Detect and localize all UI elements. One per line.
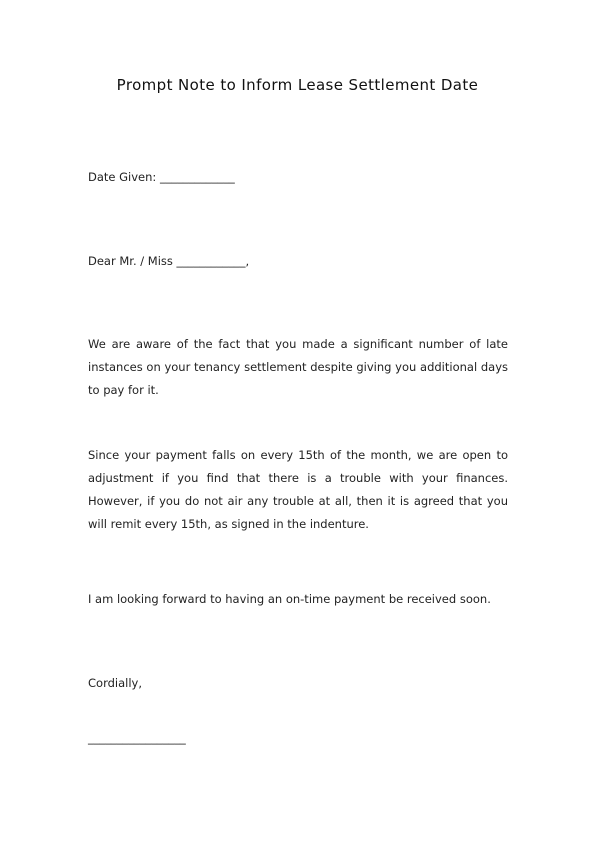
- closing-statement: I am looking forward to having an on-time payment be received soon.: [88, 592, 491, 606]
- paragraph-late-payments: [88, 333, 508, 402]
- paragraph-payment-terms: [88, 444, 508, 536]
- paragraph-line: instances on your tenancy settlement despite giving you additional days: [88, 360, 508, 374]
- paragraph-line: to pay for it.: [88, 383, 159, 397]
- closing-salutation: Cordially,: [88, 676, 142, 690]
- salutation: Dear Mr. / Miss ____________,: [88, 254, 250, 268]
- date-given-line: Date Given: _____________: [88, 170, 235, 184]
- paragraph-line: We are aware of the fact that you made a significant number of late: [88, 337, 508, 351]
- paragraph-line: However, if you do not air any trouble at all, then it is agreed that you: [88, 494, 508, 508]
- paragraph-line: will remit every 15th, as signed in the indenture.: [88, 517, 369, 531]
- signature-line: _________________: [88, 731, 186, 745]
- paragraph-line: Since your payment falls on every 15th of the month, we are open to: [88, 448, 508, 462]
- paragraph-line: adjustment if you find that there is a trouble with your finances.: [88, 471, 508, 485]
- document-title: Prompt Note to Inform Lease Settlement Date: [116, 76, 479, 94]
